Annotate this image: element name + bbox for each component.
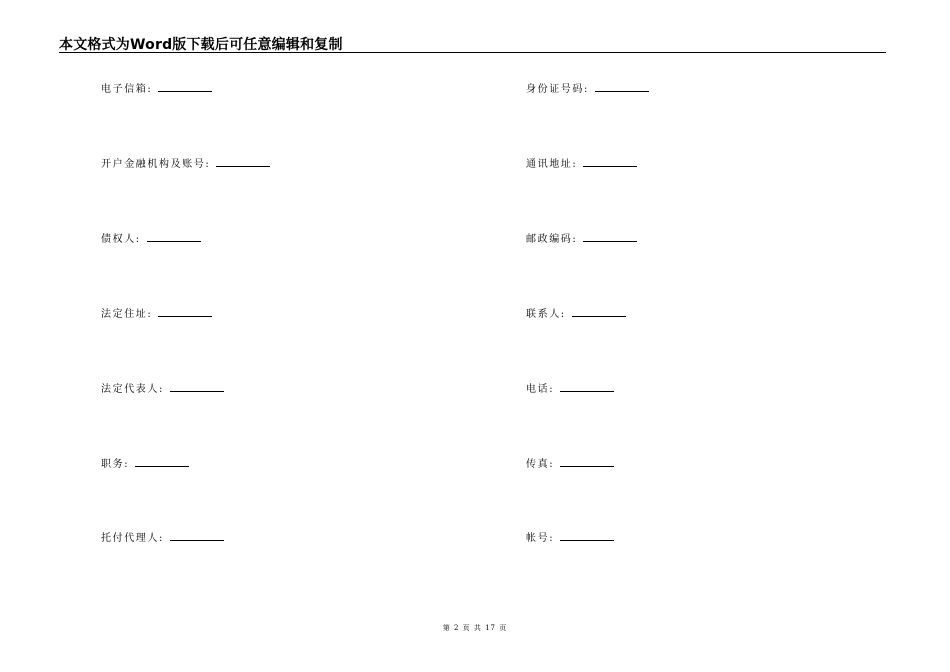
field-label: 职务: (101, 459, 130, 470)
field-label: 开户金融机构及账号: (101, 159, 211, 170)
fill-in-blank[interactable] (170, 531, 224, 541)
fill-in-blank[interactable] (216, 157, 270, 167)
fill-in-blank[interactable] (158, 82, 212, 92)
fill-in-blank[interactable] (560, 457, 614, 467)
fill-in-blank[interactable] (583, 157, 637, 167)
field-authorized-agent (101, 529, 224, 544)
field-email (101, 80, 212, 95)
field-label: 托付代理人: (101, 533, 164, 544)
field-creditor (101, 230, 201, 245)
field-label: 法定代表人: (101, 384, 164, 395)
fill-in-blank[interactable] (158, 307, 212, 317)
fill-in-blank[interactable] (560, 382, 614, 392)
field-label: 传真: (526, 459, 555, 470)
field-label: 电子信箱: (101, 84, 153, 95)
fill-in-blank[interactable] (595, 82, 649, 92)
field-label: 身份证号码: (526, 84, 589, 95)
fill-in-blank[interactable] (583, 232, 637, 242)
page-number: 第 2 页 共 17 页 (442, 624, 508, 632)
field-label: 邮政编码: (526, 234, 578, 245)
field-account-number (526, 529, 614, 544)
field-label: 帐号: (526, 533, 555, 544)
fill-in-blank[interactable] (560, 531, 614, 541)
field-label: 债权人: (101, 234, 141, 245)
field-position (101, 455, 189, 470)
field-postal-code (526, 230, 637, 245)
field-label: 电话: (526, 384, 555, 395)
field-legal-address (101, 305, 212, 320)
fill-in-blank[interactable] (572, 307, 626, 317)
page-header-title: 本文格式为Word版下载后可任意编辑和复制 (59, 37, 343, 53)
field-legal-representative (101, 380, 224, 395)
field-id-number (526, 80, 649, 95)
field-label: 通讯地址: (526, 159, 578, 170)
fill-in-blank[interactable] (147, 232, 201, 242)
field-label: 联系人: (526, 309, 566, 320)
header-divider (59, 52, 886, 53)
field-bank-account (101, 155, 270, 170)
field-label: 法定住址: (101, 309, 153, 320)
field-fax (526, 455, 614, 470)
fill-in-blank[interactable] (135, 457, 189, 467)
field-phone (526, 380, 614, 395)
field-contact-person (526, 305, 626, 320)
field-mailing-address (526, 155, 637, 170)
fill-in-blank[interactable] (170, 382, 224, 392)
